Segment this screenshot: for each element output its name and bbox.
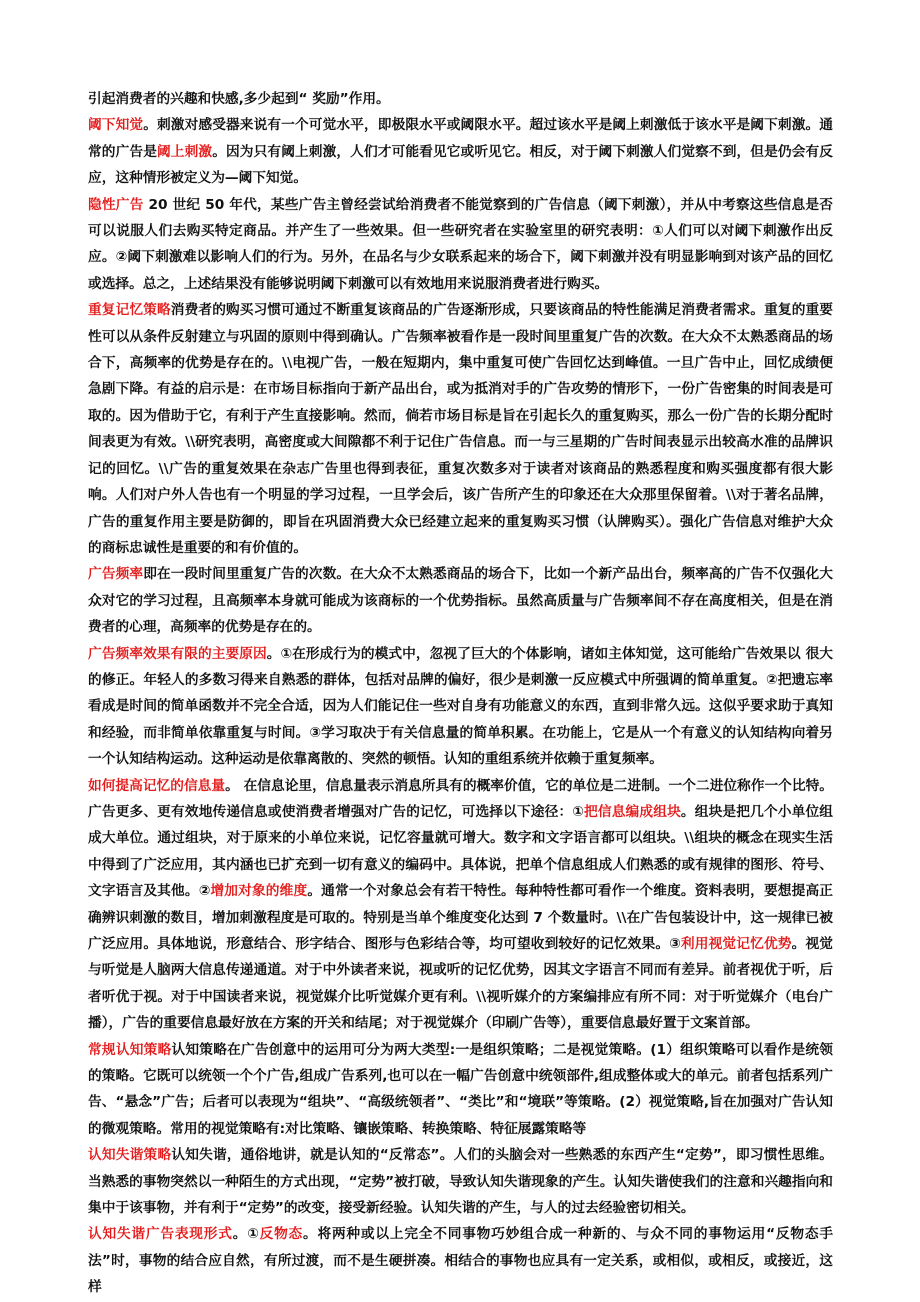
paragraph-text: 。将两种或以上完全不同事物巧妙组合成一种新的、与众不同的事物运用“反物态手法”时，事物的结合应自然，有所过渡，而不是生硬拼凑。相结合的事物也应具有一定关系，或相似，或相反，或接近，这样 [88,1226,834,1296]
subliminal-perception-paragraph [88,112,833,191]
term-heading: 隐性广告 [88,196,144,213]
paragraph-text: 。①在形成行为的模式中，忽视了巨大的个体影响，诸如主体知觉，这可能给广告效果以 很大的修正。年轻人的多数习得来自熟悉的群体，包括对品牌的偏好，很少是刺激一反应模式中所强调的简单重复。②把遗忘率看成是时间的简单函数并不完全合适，因为人们能记住一些对自身有功能意义的东西，直到非常久远。这似乎要求助于真知和经验，而非简单依靠重复与时间。③学习取决于有关信息量的简单积累。在功能上，它是从一个有意义的认知结构向着另一个认知结构运动。这种运动是依靠离散的、突然的顿悟。认知的重组系统并依赖于重复频率。 [88,645,833,768]
cognitive-dissonance-strategy-paragraph [88,1142,833,1221]
hidden-advertising-paragraph [88,192,833,298]
term-heading: 认知失谐策略 [88,1147,172,1164]
paragraph-text: 。 在信息论里，信息量表示消息所具有的概率价值，它的单位是二进制。一个二进位称作一个比特。广告更多、更有效地传递信息或使消费者增强对广告的记忆，可选择以下途径：① [88,777,833,820]
intro-paragraph [88,86,833,112]
dissonance-forms-paragraph [88,1221,833,1300]
term-heading: 利用视觉记忆优势 [680,936,792,952]
paragraph-text: 引起消费者的兴趣和快感,多少起到“ 奖励”作用。 [88,91,390,107]
paragraph-text: 。因为只有阈上刺激，人们才可能看见它或听见它。相反，对于阈下刺激人们觉察不到，但是仍会有反应，这种情形被定义为—阈下知觉。 [88,143,833,187]
paragraph-text: 。组块是把几个小单位组成大单位。通过组块，对于原来的小单位来说，记忆容量就可增大。数字和文字语言都可以组块。\\组块的概念在现实生活中得到了广泛应用，其内涵也已扩充到一切有意义的编码中。具体说，把单个信息组成人们熟悉的或有规律的图形、符号、文字语言及其他。② [88,803,833,900]
term-heading: 阈下知觉 [88,117,144,134]
ad-frequency-paragraph [88,561,833,640]
paragraph-text: 认知策略在广告创意中的运用可分为两大类型:一是组织策略；二是视觉策略。(1）组织策略可以看作是统领的策略。它既可以统领一个个广告,组成广告系列,也可以在一幅广告创意中统领部件,组成整体或大的单元。前者包括系列广告、“悬念”广告；后者可以表现为“组块”、“高级统领者”、“类比”和“境联”等策略。(2）视觉策略,旨在加强对广告认知的微观策略。常用的视觉策略有:对比策略、镶嵌策略、转换策略、特征展露策略等 [88,1041,833,1137]
term-heading: 阈上刺激 [157,143,213,160]
paragraph-text: 认知失谐，通俗地讲，就是认知的“反常态”。人们的头脑会对一些熟悉的东西产生“定势”，即习惯性思维。当熟悉的事物突然以一种陌生的方式出现，“定势”被打破，导致认知失谐现象的产生。认知失谐使我们的注意和兴趣指向和集中于该事物，并有利于“定势”的改变，接受新经验。认知失谐的产生，与人的过去经验密切相关。 [88,1147,833,1217]
memory-information-paragraph [88,773,833,1037]
paragraph-text: 。通常一个对象总会有若干特性。每种特性都可看作一个维度。资料表明，要想提高正确辨识刺激的数目，增加刺激程度是可取的。特别是当单个维度变化达到 7 个数量时。\\在广告包装设计中，这一规律已被广泛应用。具体地说，形意结合、形字结合、图形与色彩结合等，均可望收到较好的记忆效果。③ [88,883,833,952]
term-heading: 增加对象的维度 [210,883,308,900]
term-heading: 广告频率 [88,566,144,583]
paragraph-text: 。视觉与听觉是人脑两大信息传递通道。对于中外读者来说，视或听的记忆优势，因其文字语言不同而有差异。前者视优于听，后者听优于视。对于中国读者来说，视觉媒介比听觉媒介更有利。\\视听媒介的方案编排应有所不同：对于听觉媒介（电台广播），广告的重要信息最好放在方案的开关和结尾；对于视觉媒介（印刷广告等），重要信息最好置于文案首部。 [88,936,833,1032]
term-heading: 常规认知策略 [88,1041,172,1058]
frequency-limits-paragraph [88,641,833,773]
term-heading: 把信息编成组块 [584,803,681,820]
paragraph-text: 消费者的购买习惯可通过不断重复该商品的广告逐渐形成，只要该商品的特性能满足消费者需求。重复的重要性可以从条件反射建立与巩固的原则中得到确认。广告频率被看作是一段时间里重复广告的次数。在大众不太熟悉商品的场合下，高频率的优势是存在的。\\电视广告，一般在短期内，集中重复可使广告回忆达到峰值。一旦广告中止，回忆成绩便急剧下降。有益的启示是：在市场目标指向于新产品出台，或为抵消对手的广告攻势的情形下，一份广告密集的时间表是可取的。因为借助于它，有利于产生直接影响。然而，倘若市场目标是旨在引起长久的重复购买，那么一份广告的长期分配时间表更为有效。\\研究表明，高密度或大间隙都不利于记住广告信息。而一与三星期的广告时间表显示出较高水准的品牌识记的回忆。\\广告的重复效果在杂志广告里也得到表征，重复次数多对于读者对该商品的熟悉程度和购买强度都有很大影响。人们对户外人告也有一个明显的学习过程，一旦学会后，该广告所产生的印象还在大众那里保留着。\\对于著名品牌，广告的重复作用主要是防御的，即旨在巩固消费大众已经建立起来的重复购买习惯（认牌购买）。强化广告信息对维护大众的商标忠诚性是重要的和有价值的。 [88,302,833,556]
paragraph-text: 20 世纪 50 年代，某些广告主曾经尝试给消费者不能觉察到的广告信息（阈下刺激），并从中考察这些信息是否可以说服人们去购买特定商品。并产生了一些效果。但一些研究者在实验室里的研究表明：①人们可以对阈下刺激作出反应。②阈下刺激难以影响人们的行为。另外，在品名与少女联系起来的场合下，阈下刺激并没有明显影响到对该产品的回忆或选择。总之，上述结果没有能够说明阈下刺激可以有效地用来说服消费者进行购买。 [88,196,833,292]
term-heading: 如何提高记忆的信息量 [88,777,226,794]
document-page [88,86,833,1301]
term-heading: 认知失谐广告表现形式 [88,1226,233,1243]
paragraph-text: 即在一段时间里重复广告的次数。在大众不太熟悉商品的场合下，比如一个新产品出台，频率高的广告不仅强化大众对它的学习过程，且高频率本身就可能成为该商标的一个优势指标。虽然高质量与广告频率间不存在高度相关，但是在消费者的心理，高频率的优势是存在的。 [88,566,833,636]
term-heading: 重复记忆策略 [88,302,171,319]
cognitive-strategy-paragraph [88,1037,833,1143]
paragraph-text: 。① [232,1226,260,1243]
term-heading: 广告频率效果有限的主要原因 [88,645,267,662]
term-heading: 反物态 [259,1226,304,1243]
repetition-memory-strategy-paragraph [88,297,833,561]
paragraph-text: 。刺激对感受器来说有一个可觉水平，即极限水平或阈限水平。超过该水平是阈上刺激低于该水平是阈下刺激。通常的广告是 [88,117,833,160]
